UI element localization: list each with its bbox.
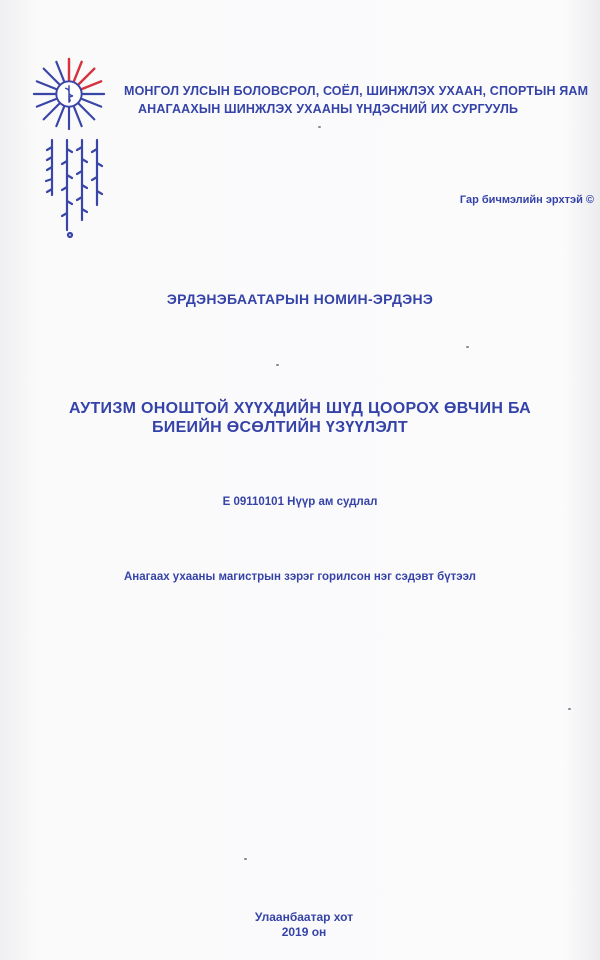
specialty-code: E 09110101 Нүүр ам судлал	[222, 496, 378, 508]
mongolian-script-emblem-text	[40, 135, 110, 240]
university-name: АНАГААХЫН ШИНЖЛЭХ УХААНЫ ҮНДЭСНИЙ ИХ СУРГУУЛЬ	[138, 102, 519, 116]
university-emblem-icon	[30, 55, 108, 133]
thesis-title-line1: АУТИЗМ ОНОШТОЙ ХҮҮХДИЙН ШҮД ЦООРОХ ӨВЧИН БА	[68, 400, 532, 417]
scan-speck	[466, 346, 469, 348]
degree-statement: Анагаах ухааны магистрын зэрэг горилсон нэг сэдэвт бүтээл	[123, 571, 476, 583]
city-name: Улаанбаатар хот	[254, 910, 354, 924]
scan-speck	[244, 858, 247, 860]
scan-speck	[318, 126, 321, 128]
scan-speck	[568, 708, 571, 710]
ministry-name: МОНГОЛ УЛСЫН БОЛОВСРОЛ, СОЁЛ, ШИНЖЛЭХ УХААН, СПОРТЫН ЯАМ	[124, 84, 589, 98]
thesis-title-line2: БИЕИЙН ӨСӨЛТИЙН ҮЗҮҮЛЭЛТ	[151, 419, 409, 436]
scan-speck	[276, 364, 279, 366]
year: 2019 он	[281, 925, 327, 939]
copyright-notice: Гар бичмэлийн эрхтэй ©	[459, 194, 594, 206]
author-name: ЭРДЭНЭБААТАРЫН НОМИН-ЭРДЭНЭ	[166, 291, 434, 307]
